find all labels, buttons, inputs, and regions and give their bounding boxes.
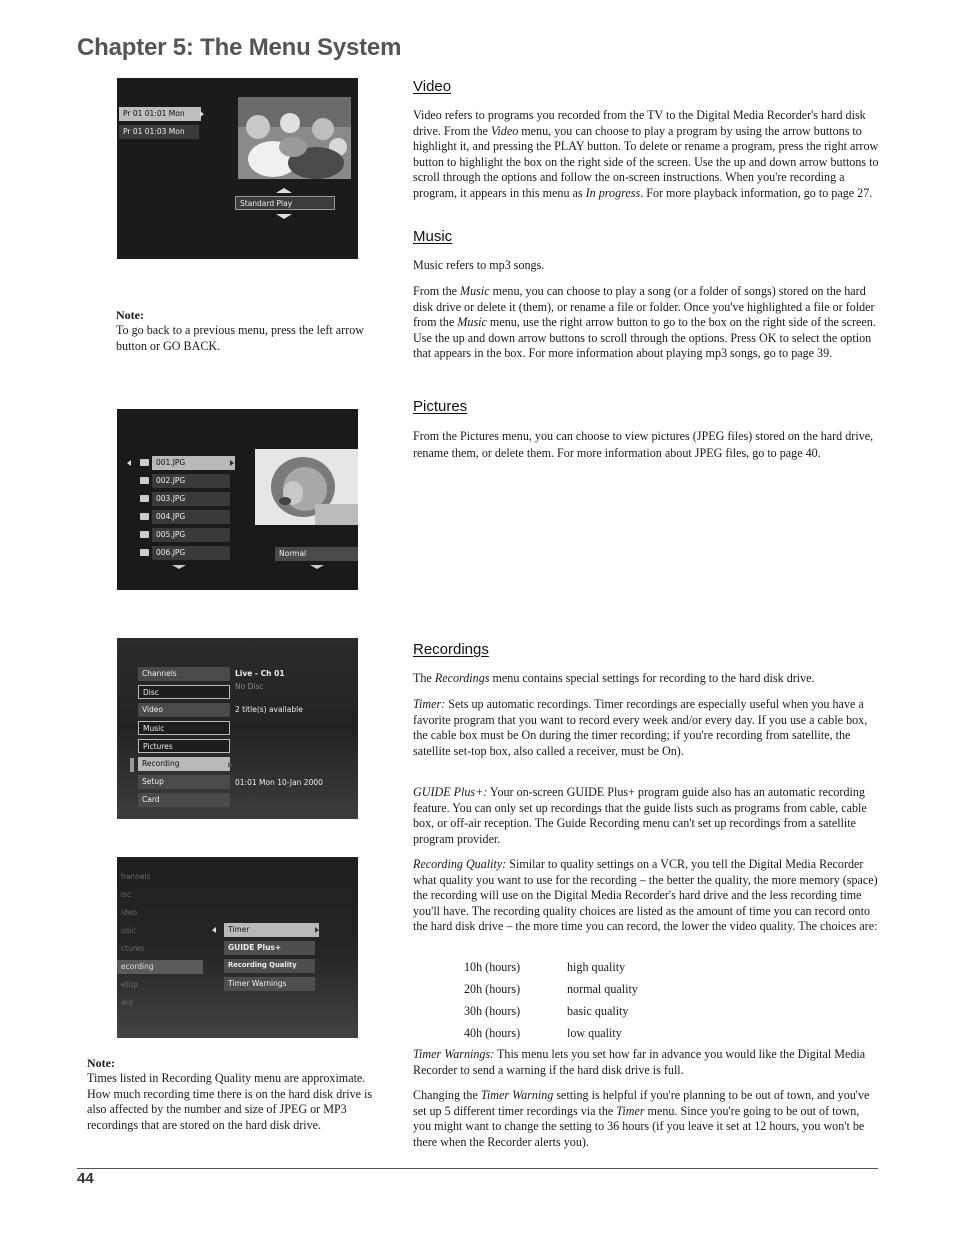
camera-icon [140,477,149,484]
quality-duration: 30h (hours) [464,1004,521,1018]
music-paragraph-1: Music refers to mp3 songs. [413,258,545,272]
picture-file-item: 001.JPG [152,456,235,470]
note-text: Times listed in Recording Quality menu are approximate. How much recording time there is on the hard disk drive is also affected by the number and size of JPEG or MP3 recordings that are stored on the hard disk drive. [87,1071,373,1132]
arrow-left-icon [127,460,131,466]
faded-menu-item: hannels [121,872,151,881]
section-heading-video: Video [413,78,452,95]
quality-level: basic quality [567,1004,629,1018]
section-heading-music: Music [413,228,453,245]
pictures-paragraph: From the Pictures menu, you can choose to view pictures (JPEG files) stored on the hard drive, rename them, or delete them. For more information about JPEG files, go to page 40. [413,429,874,460]
quality-row [464,1004,687,1026]
camera-icon [140,459,149,466]
recordings-submenu-item: Recording Quality [224,959,315,973]
picture-file-item: 002.JPG [152,474,230,488]
picture-file-item: 005.JPG [152,528,230,542]
italic-term: In progress [585,185,641,200]
picture-file-item: 004.JPG [152,510,230,524]
arrow-down-icon [310,565,324,569]
camera-icon [140,549,149,556]
recordings-timer-warnings [413,1047,879,1078]
quality-row [464,960,687,982]
video-paragraph [413,108,879,202]
recordings-menu-item: Recording [138,757,230,771]
arrow-right-icon [228,762,232,768]
text-run: From the [413,284,461,298]
faded-menu-item: isc [121,890,132,899]
recordings-menu-item: Pictures [138,739,230,753]
recordings-main-menu-screenshot [117,638,358,819]
quality-duration: 20h (hours) [464,982,521,996]
quality-duration: 10h (hours) [464,960,521,974]
recordings-menu-item: Disc [138,685,230,699]
text-run: menu, use the right arrow button to go to the box on the right side of the screen. Use the up and down arrow buttons to scroll through the options. Press OK to select the option that appears in the box. For more information about playing mp3 songs, go to page 39. [413,315,876,361]
italic-term: Video [490,123,519,138]
text-run: Video refers to programs you recorded from the TV to the Digital Media Recorder's hard disk drive. From the [413,108,866,138]
quality-row [464,982,687,1004]
arrow-down-icon [276,214,292,219]
arrow-right-icon [315,927,319,933]
note-title: Note: [116,308,144,322]
arrow-right-icon [200,111,204,117]
music-paragraph-2 [413,284,879,362]
recordings-submenu-item: Timer [224,923,319,937]
arrow-left-icon [212,927,216,933]
recordings-menu-item: Setup [138,775,230,789]
lion-thumbnail [255,449,358,525]
picture-file-item: 006.JPG [152,546,230,560]
text-run: . For more playback information, go to page 27. [640,185,873,200]
video-option-box: Standard Play [235,196,335,210]
page-number: 44 [77,1170,94,1187]
info-live-channel: Live - Ch 01 [235,669,285,678]
recordings-submenu-item: GUIDE Plus+ [224,941,315,955]
faded-menu-item: ard [121,998,134,1007]
italic-term: Timer [616,1103,645,1118]
faded-menu-item: ecording [117,960,203,974]
text-run: menu. Since you're going to be out of town, you might want to change the setting to 36 hours (if you leave it set at 12 hours, you won't be there when the Recorder alerts you). [413,1103,865,1149]
menu-selector-bar [130,758,134,772]
italic-term: Timer Warnings: [413,1047,495,1061]
recordings-quality [413,857,879,935]
recordings-submenu-item: Timer Warnings [224,977,315,991]
text-run: Sets up automatic recordings. Timer recordings are especially useful when you have a favorite program that you want to record every week and/or every day. If you use a cable box, the cable box must be On during the timer recording; if you're recording from satellite, the satellite set-top box, also called a receiver, must be On). [413,697,868,758]
italic-term: GUIDE Plus+: [413,785,488,799]
pictures-option-box: Normal [275,547,358,561]
section-heading-pictures: Pictures [413,398,468,415]
faded-menu-item: usic [121,926,136,935]
text-run: setting is helpful if you're planning to be out of town, and you've set up 5 different timer recordings via the [413,1088,870,1118]
note-text: To go back to a previous menu, press the left arrow button or GO BACK. [116,323,365,353]
recordings-menu-item: Channels [138,667,230,681]
camera-icon [140,531,149,538]
recordings-intro [413,671,879,687]
text-run: The [413,671,435,685]
video-menu-screenshot [117,78,358,259]
text-run: Similar to quality settings on a VCR, you tell the Digital Media Recorder what quality you want to use for the recording – the better the quality, the more memory (space) the recording will use on the Digital Media Recorder's hard drive and the less recording time you'll have. The recording quality choices are listed as the amount of time you can record onto the hard disk drive – the more time you can record, the lower the video quality. The choices are: [413,857,878,934]
quality-duration: 40h (hours) [464,1026,521,1040]
arrow-up-icon [276,188,292,193]
italic-term: Recording Quality: [413,857,507,871]
info-disc-status: No Disc [235,682,264,691]
picture-file-item: 003.JPG [152,492,230,506]
chapter-title: Chapter 5: The Menu System [77,34,402,61]
camera-icon [140,495,149,502]
italic-term: Timer: [413,697,446,711]
recordings-menu-item: Video [138,703,230,717]
info-titles-available: 2 title(s) available [235,705,303,714]
faded-menu-item: etup [121,980,139,989]
italic-term: Music [460,284,490,298]
quality-level: low quality [567,1026,622,1040]
section-heading-recordings: Recordings [413,641,489,658]
footer-rule [77,1168,878,1169]
text-run: Changing the [413,1088,481,1102]
recordings-menu-item: Card [138,793,230,807]
faded-menu-item: ctures [121,944,145,953]
text-run: menu, you can choose to play a program by using the arrow buttons to highlight it, and pressing the PLAY button. To delete or rename a program, press the right arrow button to highlight the box on the right side of the screen. Use the up and down arrow buttons to scroll through the options and follow the on-screen instructions. When you're recording a program, it appears in this menu as [413,123,879,200]
recordings-menu-item: Music [138,721,230,735]
text-run: This menu lets you set how far in advance you would like the Digital Media Recorder to send a warning if the hard disk drive is full. [413,1047,866,1077]
info-datetime: 01:01 Mon 10-Jan 2000 [235,778,323,787]
quality-row [464,1026,687,1048]
text-run: Your on-screen GUIDE Plus+ program guide also has an automatic recording feature. You can only set up recordings that the guide lists such as programs from cable, cable box, or off-air reception. The Guide Recording menu can't set up recordings from a satellite program provider. [413,785,867,846]
italic-term: Timer Warning [480,1088,554,1102]
pictures-menu-screenshot [117,409,358,590]
quality-level: high quality [567,960,626,974]
italic-term: Music [457,315,487,330]
camera-icon [140,513,149,520]
video-thumbnail [238,97,351,179]
recordings-timer [413,697,879,759]
text-run: menu, you can choose to play a song (or a folder of songs) stored on the hard disk drive or delete it (them), or rename a file or folder. Once you've highlighted a file or folder from the [413,284,875,330]
note-title: Note: [87,1056,115,1070]
recordings-changing-warning [413,1088,879,1150]
video-item-1: Pr 01 01:01 Mon [119,107,201,121]
italic-term: Recordings [434,671,490,685]
recordings-submenu-screenshot [117,857,358,1038]
text-run: menu contains special settings for recording to the hard disk drive. [489,671,815,685]
arrow-right-icon [230,460,234,466]
faded-menu-item: ideo [121,908,138,917]
recordings-guide-plus [413,785,879,847]
video-item-2: Pr 01 01:03 Mon [119,125,199,139]
quality-table [464,960,687,1048]
arrow-down-icon [172,565,186,569]
quality-level: normal quality [567,982,638,996]
